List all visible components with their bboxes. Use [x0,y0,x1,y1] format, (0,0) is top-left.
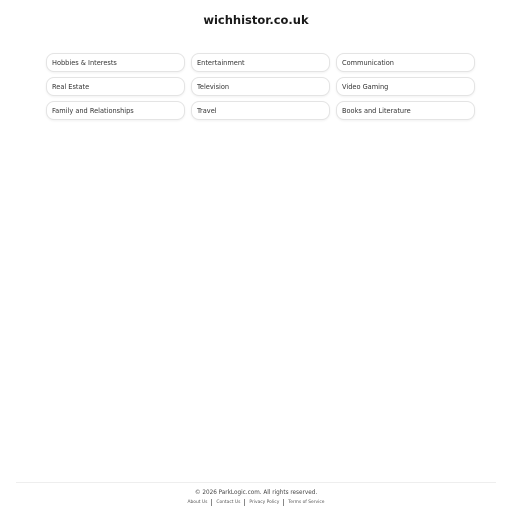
related-link-television[interactable]: Television [191,77,330,96]
related-link-travel[interactable]: Travel [191,101,330,120]
privacy-policy-link[interactable]: Privacy Policy [249,500,280,505]
related-link-video-gaming[interactable]: Video Gaming [336,77,475,96]
related-link-communication[interactable]: Communication [336,53,475,72]
related-link-real-estate[interactable]: Real Estate [46,77,185,96]
copyright-text: © 2026 ParkLogic.com. All rights reserved. [194,490,318,496]
terms-of-service-link[interactable]: Terms of Service [288,500,325,505]
related-link-family-relationships[interactable]: Family and Relationships [46,101,185,120]
footer-links [0,499,512,506]
related-link-entertainment[interactable]: Entertainment [191,53,330,72]
related-link-hobbies-interests[interactable]: Hobbies & Interests [46,53,185,72]
about-us-link[interactable]: About Us [187,500,208,505]
contact-us-link[interactable]: Contact Us [216,500,241,505]
site-title: wichhistor.co.uk [203,13,309,27]
footer-divider [16,482,496,483]
related-link-books-literature[interactable]: Books and Literature [336,101,475,120]
related-links-grid [46,53,474,120]
